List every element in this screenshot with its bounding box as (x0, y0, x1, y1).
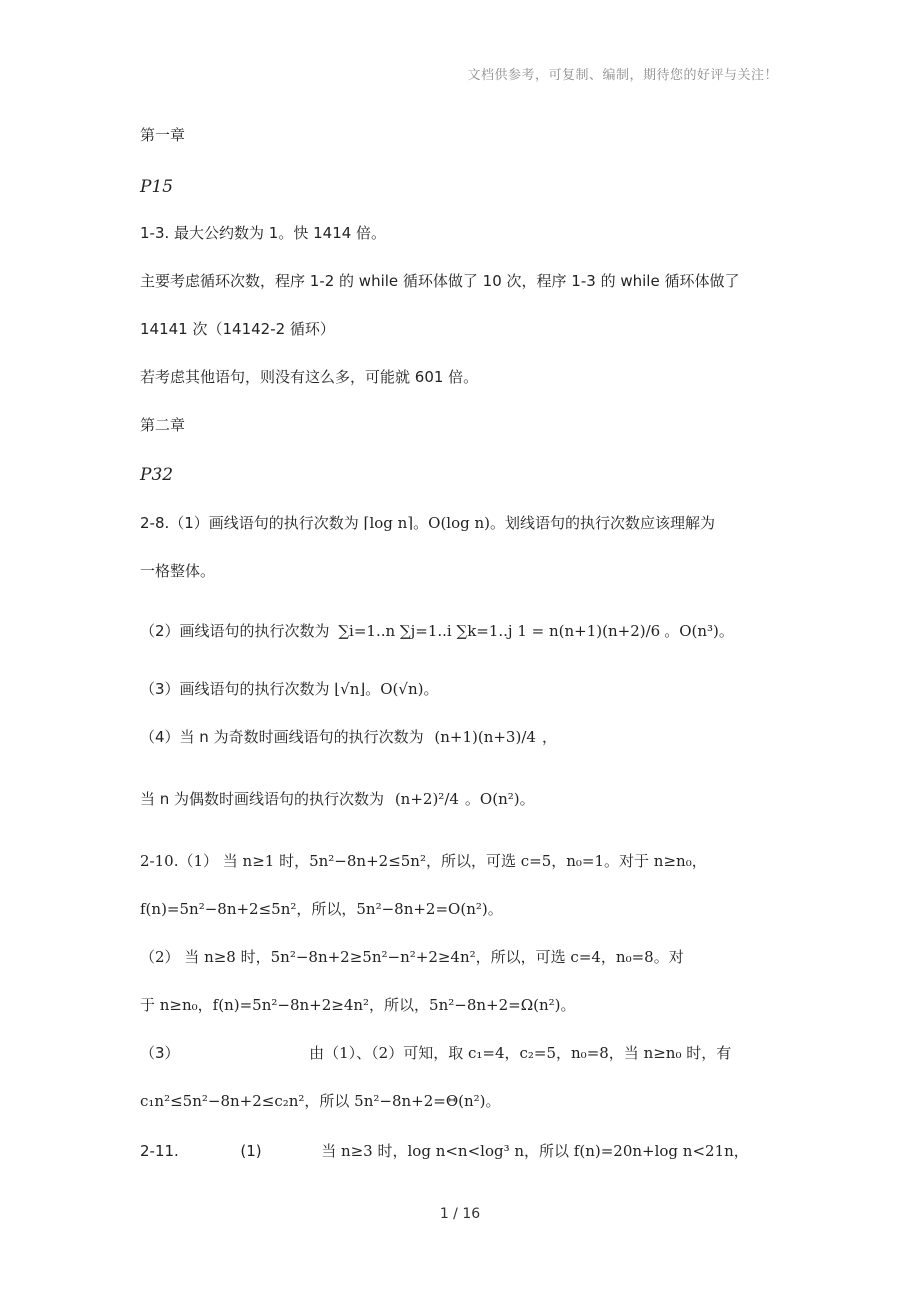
problem-2-8-4-lead: （4）当 n 为奇数时画线语句的执行次数为 (140, 728, 424, 746)
problem-2-8-1-expr: ⌈log n⌉。O(log n) (363, 514, 491, 532)
problem-2-8-1 (140, 512, 715, 534)
problem-2-8-4-lead2: 当 n 为偶数时画线语句的执行次数为 (140, 790, 385, 808)
problem-2-8-1-cont: 一格整体。 (140, 562, 216, 580)
page-number: 1 / 16 (439, 1206, 481, 1222)
problem-2-10-3-label: （3） (140, 1044, 180, 1062)
even-tail: 。O(n²)。 (464, 790, 535, 808)
problem-2-8-4-even (140, 788, 535, 810)
problem-2-8-3 (140, 678, 438, 700)
chapter1-item-2: 主要考虑循环次数，程序 1-2 的 while 循环体做了 10 次，程序 1-3 的 while 循环体做了 (140, 272, 740, 290)
problem-2-8-2-tail: 。O(n³)。 (664, 622, 734, 640)
chapter1-page-ref: P15 (140, 177, 174, 197)
chapter2-title: 第二章 (140, 416, 186, 434)
problem-2-10-2-line2: 于 n≥n₀，f(n)=5n²−8n+2≥4n²，所以，5n²−8n+2=Ω(n²)。 (140, 996, 576, 1014)
header-note: 文档供参考，可复制、编制，期待您的好评与关注！ (467, 68, 778, 83)
problem-2-8-3-lead: （3）画线语句的执行次数为 (140, 680, 330, 698)
odd-count-formula: (n+1)(n+3)/4 (434, 728, 536, 746)
problem-2-8-3-expr: ⌊√n⌋。O(√n)。 (334, 680, 439, 698)
problem-2-8-2 (140, 608, 734, 654)
problem-2-8-1-lead: 2-8.（1）画线语句的执行次数为 (140, 514, 359, 532)
problem-2-10-3-line2: c₁n²≤5n²−8n+2≤c₂n²，所以 5n²−8n+2=Θ(n²)。 (140, 1092, 501, 1110)
summation-formula: ∑i=1..n ∑j=1..i ∑k=1..j 1 = n(n+1)(n+2)/6 (338, 622, 661, 640)
problem-2-11 (140, 1140, 749, 1162)
chapter1-item-1: 1-3. 最大公约数为 1。快 1414 倍。 (140, 224, 387, 242)
problem-2-11-text: 当 n≥3 时，log n<n<log³ n，所以 f(n)=20n+log n<21n， (321, 1142, 749, 1160)
chapter2-page-ref: P32 (140, 465, 174, 485)
problem-2-10-3-line1 (140, 1042, 731, 1064)
even-count-formula: (n+2)²/4 (394, 790, 459, 808)
problem-2-8-1-tail: 。划线语句的执行次数应该理解为 (490, 514, 716, 532)
problem-2-10-3-text: 由（1）、（2）可知，取 c₁=4，c₂=5，n₀=8，当 n≥n₀ 时，有 (309, 1044, 732, 1062)
chapter1-item-3: 14141 次（14142-2 循环） (140, 320, 335, 338)
problem-2-10-2-line1: （2） 当 n≥8 时，5n²−8n+2≥5n²−n²+2≥4n²，所以，可选 c=4，n₀=8。对 (140, 948, 684, 966)
problem-2-11-label: 2-11. (140, 1142, 179, 1160)
problem-2-11-sub: (1) (240, 1142, 262, 1160)
odd-tail: ， (541, 728, 557, 746)
problem-2-8-4-odd (140, 726, 557, 748)
problem-2-8-2-lead: （2）画线语句的执行次数为 (140, 622, 330, 640)
problem-2-10-1-line2: f(n)=5n²−8n+2≤5n²，所以，5n²−8n+2=O(n²)。 (140, 900, 503, 918)
chapter1-item-4: 若考虑其他语句，则没有这么多，可能就 601 倍。 (140, 368, 479, 386)
problem-2-10-1-line1: 2-10.（1） 当 n≥1 时，5n²−8n+2≤5n²，所以，可选 c=5，n₀=1。对于 n≥n₀， (140, 852, 707, 870)
chapter1-title: 第一章 (140, 126, 186, 144)
